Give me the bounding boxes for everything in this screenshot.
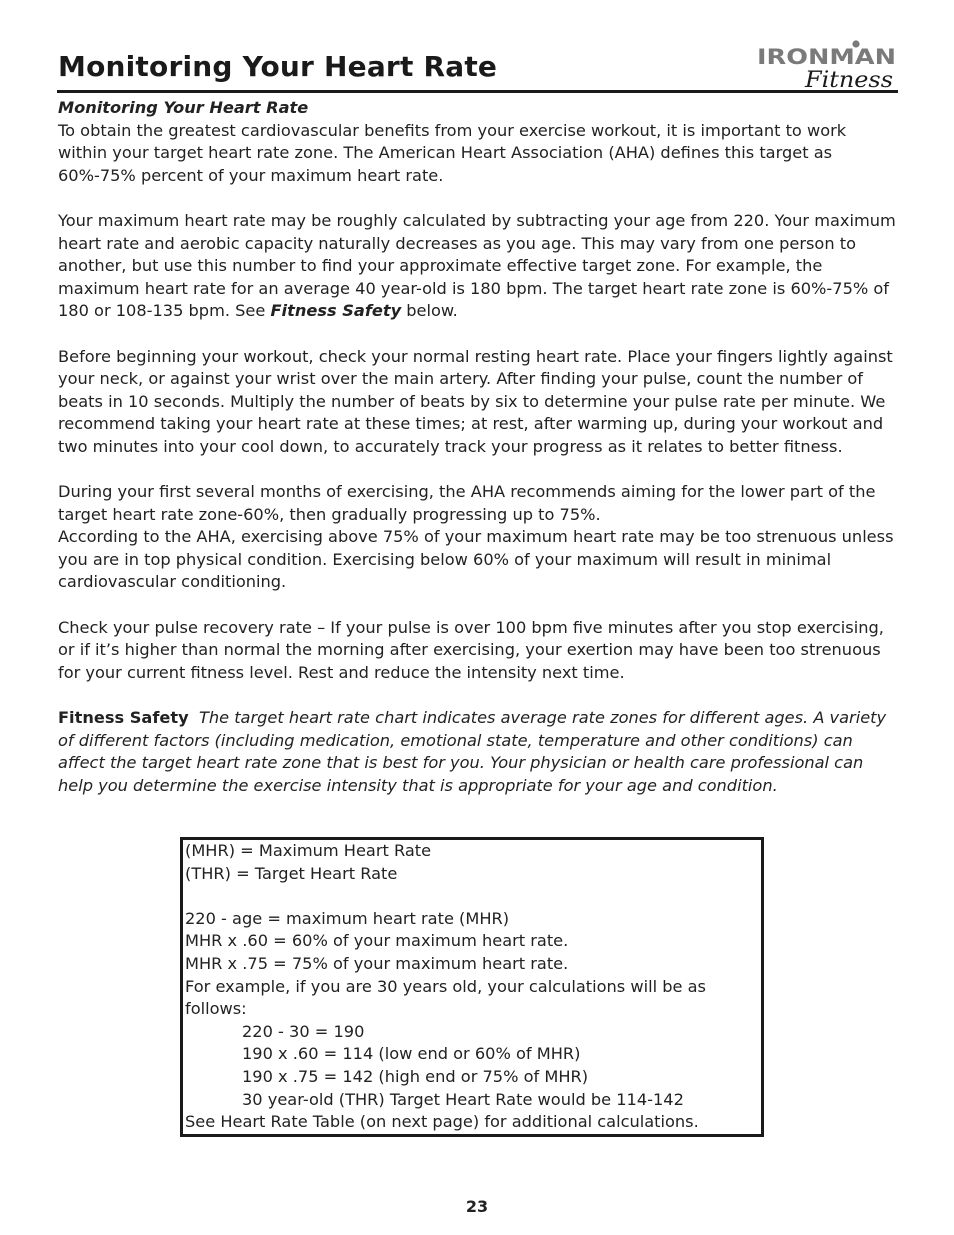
intro-paragraph <box>58 97 900 187</box>
aha-recommendation-paragraph: During your first several months of exercising, the AHA recommends aiming for the lower part of the target heart rate zone-60%, then gradually progressing up to 75%. <box>58 482 876 524</box>
intro-text: To obtain the greatest cardiovascular benefits from your exercise workout, it is important to work within your target heart rate zone. The American Heart Association (AHA) defines this target as 60%-75% percent of your maximum heart rate. <box>58 120 847 185</box>
formula-line: (THR) = Target Heart Rate <box>185 863 398 883</box>
page-title: Monitoring Your Heart Rate <box>58 50 498 83</box>
formula-line: 30 year-old (THR) Target Heart Rate would be 114-142 <box>242 1089 684 1109</box>
formula-line: 220 - 30 = 190 <box>242 1021 365 1041</box>
max-heart-rate-text: Your maximum heart rate may be roughly calculated by subtracting your age from 220. Your maximum heart rate and aerobic capacity naturally decreases as you age. This may vary from one person to another, but use this number to find your approximate effective target zone. For example, the maximum heart rate for an average 40 year-old is 180 bpm. The target heart rate zone is 60%-75% of 180 or 108-135 bpm. See <box>58 210 896 321</box>
page-number: 23 <box>465 1197 489 1216</box>
heart-rate-formula-box <box>180 837 764 1137</box>
title-divider <box>57 90 898 93</box>
formula-line: 190 x .75 = 142 (high end or 75% of MHR) <box>242 1066 589 1086</box>
fitness-safety-reference: Fitness Safety <box>270 301 402 321</box>
formula-line: MHR x .60 = 60% of your maximum heart rate. <box>185 931 569 951</box>
formula-line: See Heart Rate Table (on next page) for additional calculations. <box>185 1112 699 1132</box>
formula-line: For example, if you are 30 years old, your calculations will be as follows: <box>185 976 706 1019</box>
resting-heart-rate-paragraph: Before beginning your workout, check your normal resting heart rate. Place your fingers lightly against your neck, or against your wrist over the main artery. After finding your pulse, count the number of beats in 10 seconds. Multiply the number of beats by six to determine your pulse rate per minute. We recommend taking your heart rate at these times; at rest, after warming up, during your workout and two minutes into your cool down, to accurately track your progress as it relates to better fitness. <box>58 346 893 456</box>
fitness-safety-label: Fitness Safety <box>58 708 189 728</box>
max-heart-rate-paragraph <box>58 210 900 323</box>
formula-line: (MHR) = Maximum Heart Rate <box>185 841 432 860</box>
logo-text-fitness: Fitness <box>803 68 893 93</box>
section-subheading: Monitoring Your Heart Rate <box>58 98 309 117</box>
fitness-safety-paragraph <box>58 707 900 797</box>
formula-spacer <box>185 885 761 908</box>
formula-line: 220 - age = maximum heart rate (MHR) <box>185 908 510 928</box>
formula-line: MHR x .75 = 75% of your maximum heart rate. <box>185 953 569 973</box>
ironman-fitness-logo <box>755 38 900 94</box>
article-body <box>58 97 900 797</box>
logo-text-ironman: IRONMAN <box>757 45 896 69</box>
aha-exertion-paragraph: According to the AHA, exercising above 75% of your maximum heart rate may be too strenuous unless you are in top physical condition. Exercising below 60% of your maximum will result in minimal cardiovascular conditioning. <box>58 527 894 592</box>
pulse-recovery-paragraph: Check your pulse recovery rate – If your pulse is over 100 bpm five minutes after you stop exercising, or if it’s higher than normal the morning after exercising, your exertion may have been too strenuous for your current fitness level. Rest and reduce the intensity next time. <box>58 617 884 682</box>
fitness-safety-text: The target heart rate chart indicates average rate zones for different ages. A variety of different factors (including medication, emotional state, temperature and other conditions) can affect the target heart rate zone that is best for you. Your physician or health care professional can help you determine the exercise intensity that is appropriate for your age and condition. <box>58 708 887 795</box>
max-heart-rate-text-end: below. <box>401 301 458 321</box>
formula-line: 190 x .60 = 114 (low end or 60% of MHR) <box>242 1044 581 1064</box>
